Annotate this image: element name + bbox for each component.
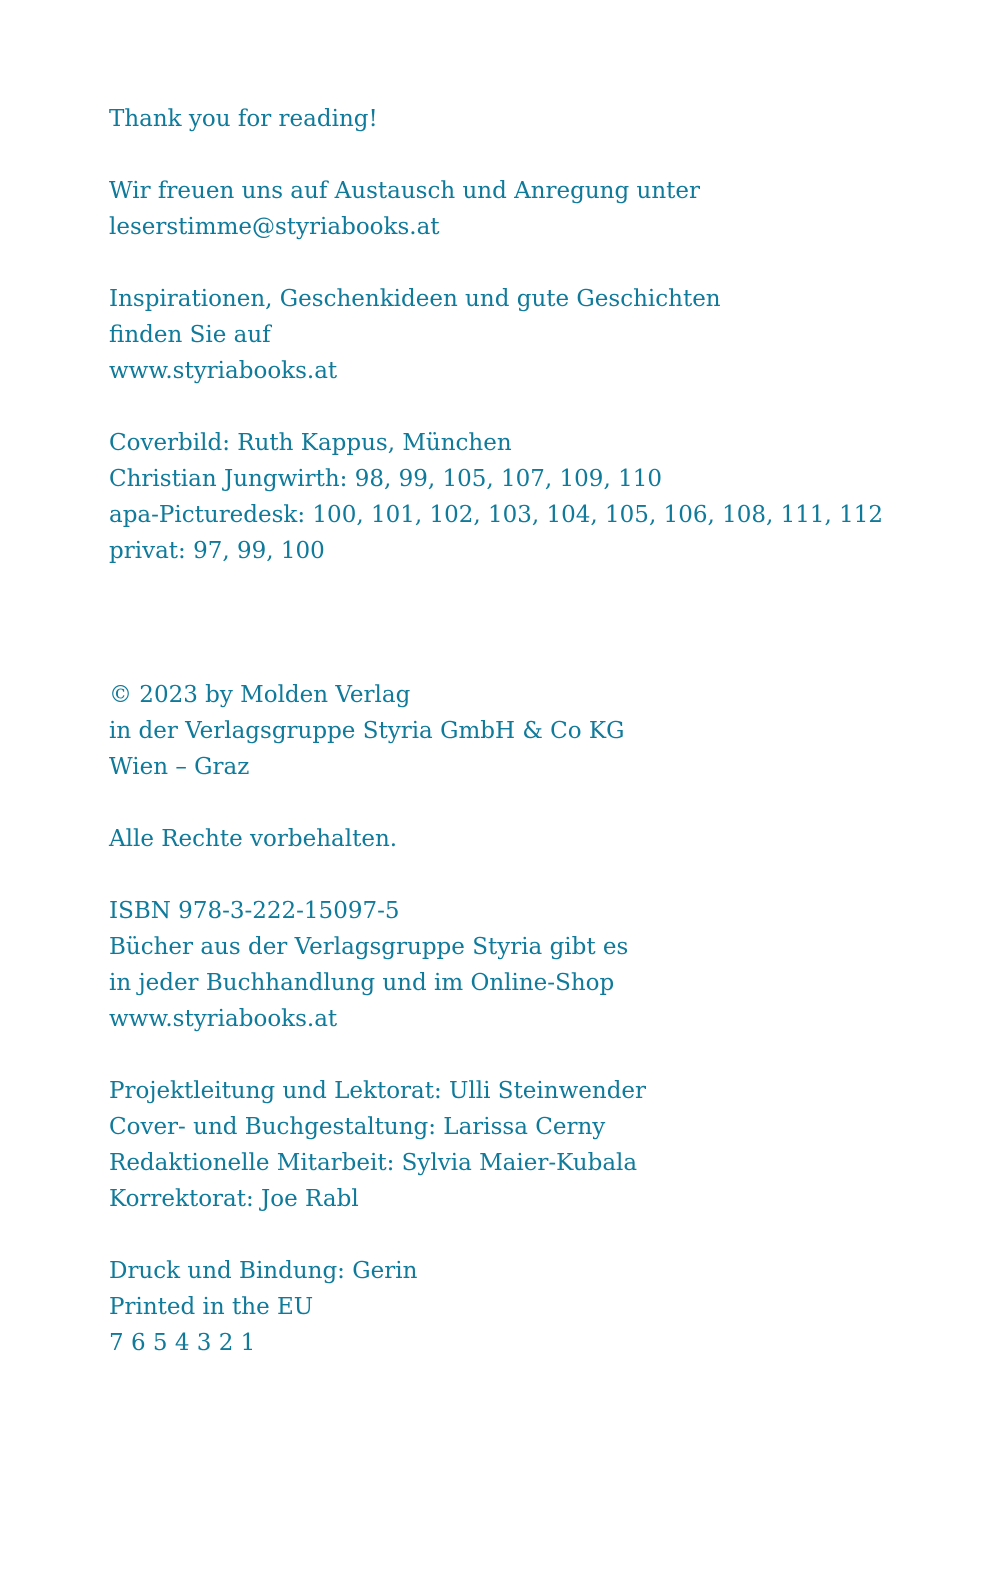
shop-url-link[interactable]: www.styriabooks.at bbox=[109, 1006, 338, 1032]
image-credits-block bbox=[109, 425, 883, 569]
publisher-group-line: in der Verlagsgruppe Styria GmbH & Co KG bbox=[109, 718, 625, 744]
credit-jungwirth: Christian Jungwirth: 98, 99, 105, 107, 109, 110 bbox=[109, 466, 662, 492]
printing-block bbox=[109, 1253, 417, 1361]
rights-block bbox=[109, 821, 397, 857]
feedback-email-link[interactable]: leserstimme@styriabooks.at bbox=[109, 214, 440, 240]
staff-editorial: Redaktionelle Mitarbeit: Sylvia Maier-Kubala bbox=[109, 1150, 638, 1176]
inspiration-url-link[interactable]: www.styriabooks.at bbox=[109, 358, 338, 384]
rights-line: Alle Rechte vorbehalten. bbox=[109, 826, 398, 852]
thank-you-note bbox=[109, 101, 378, 137]
inspiration-line-2: finden Sie auf bbox=[109, 322, 271, 348]
copyright-block bbox=[109, 677, 624, 785]
inspiration-line-1: Inspirationen, Geschenkideen und gute Geschichten bbox=[109, 286, 721, 312]
isbn-block bbox=[109, 893, 628, 1037]
thank-you-line: Thank you for reading! bbox=[109, 106, 378, 132]
feedback-block bbox=[109, 173, 700, 245]
inspiration-block bbox=[109, 281, 721, 389]
publisher-location-line: Wien – Graz bbox=[109, 754, 250, 780]
staff-credits-block bbox=[109, 1073, 646, 1217]
staff-project-lead: Projektleitung und Lektorat: Ulli Steinwender bbox=[109, 1078, 647, 1104]
printed-in-line: Printed in the EU bbox=[109, 1294, 314, 1320]
credit-apa-picturedesk: apa-Picturedesk: 100, 101, 102, 103, 104, 105, 106, 108, 111, 112 bbox=[109, 502, 884, 528]
credit-cover: Coverbild: Ruth Kappus, München bbox=[109, 430, 512, 456]
print-run-numbers: 7 6 5 4 3 2 1 bbox=[109, 1330, 256, 1356]
isbn-line: ISBN 978-3-222-15097-5 bbox=[109, 898, 400, 924]
availability-line-1: Bücher aus der Verlagsgruppe Styria gibt es bbox=[109, 934, 629, 960]
feedback-line: Wir freuen uns auf Austausch und Anregung unter bbox=[109, 178, 701, 204]
staff-proofreading: Korrektorat: Joe Rabl bbox=[109, 1186, 359, 1212]
printing-line: Druck und Bindung: Gerin bbox=[109, 1258, 418, 1284]
staff-design: Cover- und Buchgestaltung: Larissa Cerny bbox=[109, 1114, 606, 1140]
copyright-line: © 2023 by Molden Verlag bbox=[109, 682, 411, 708]
credit-privat: privat: 97, 99, 100 bbox=[109, 538, 325, 564]
availability-line-2: in jeder Buchhandlung und im Online-Shop bbox=[109, 970, 615, 996]
